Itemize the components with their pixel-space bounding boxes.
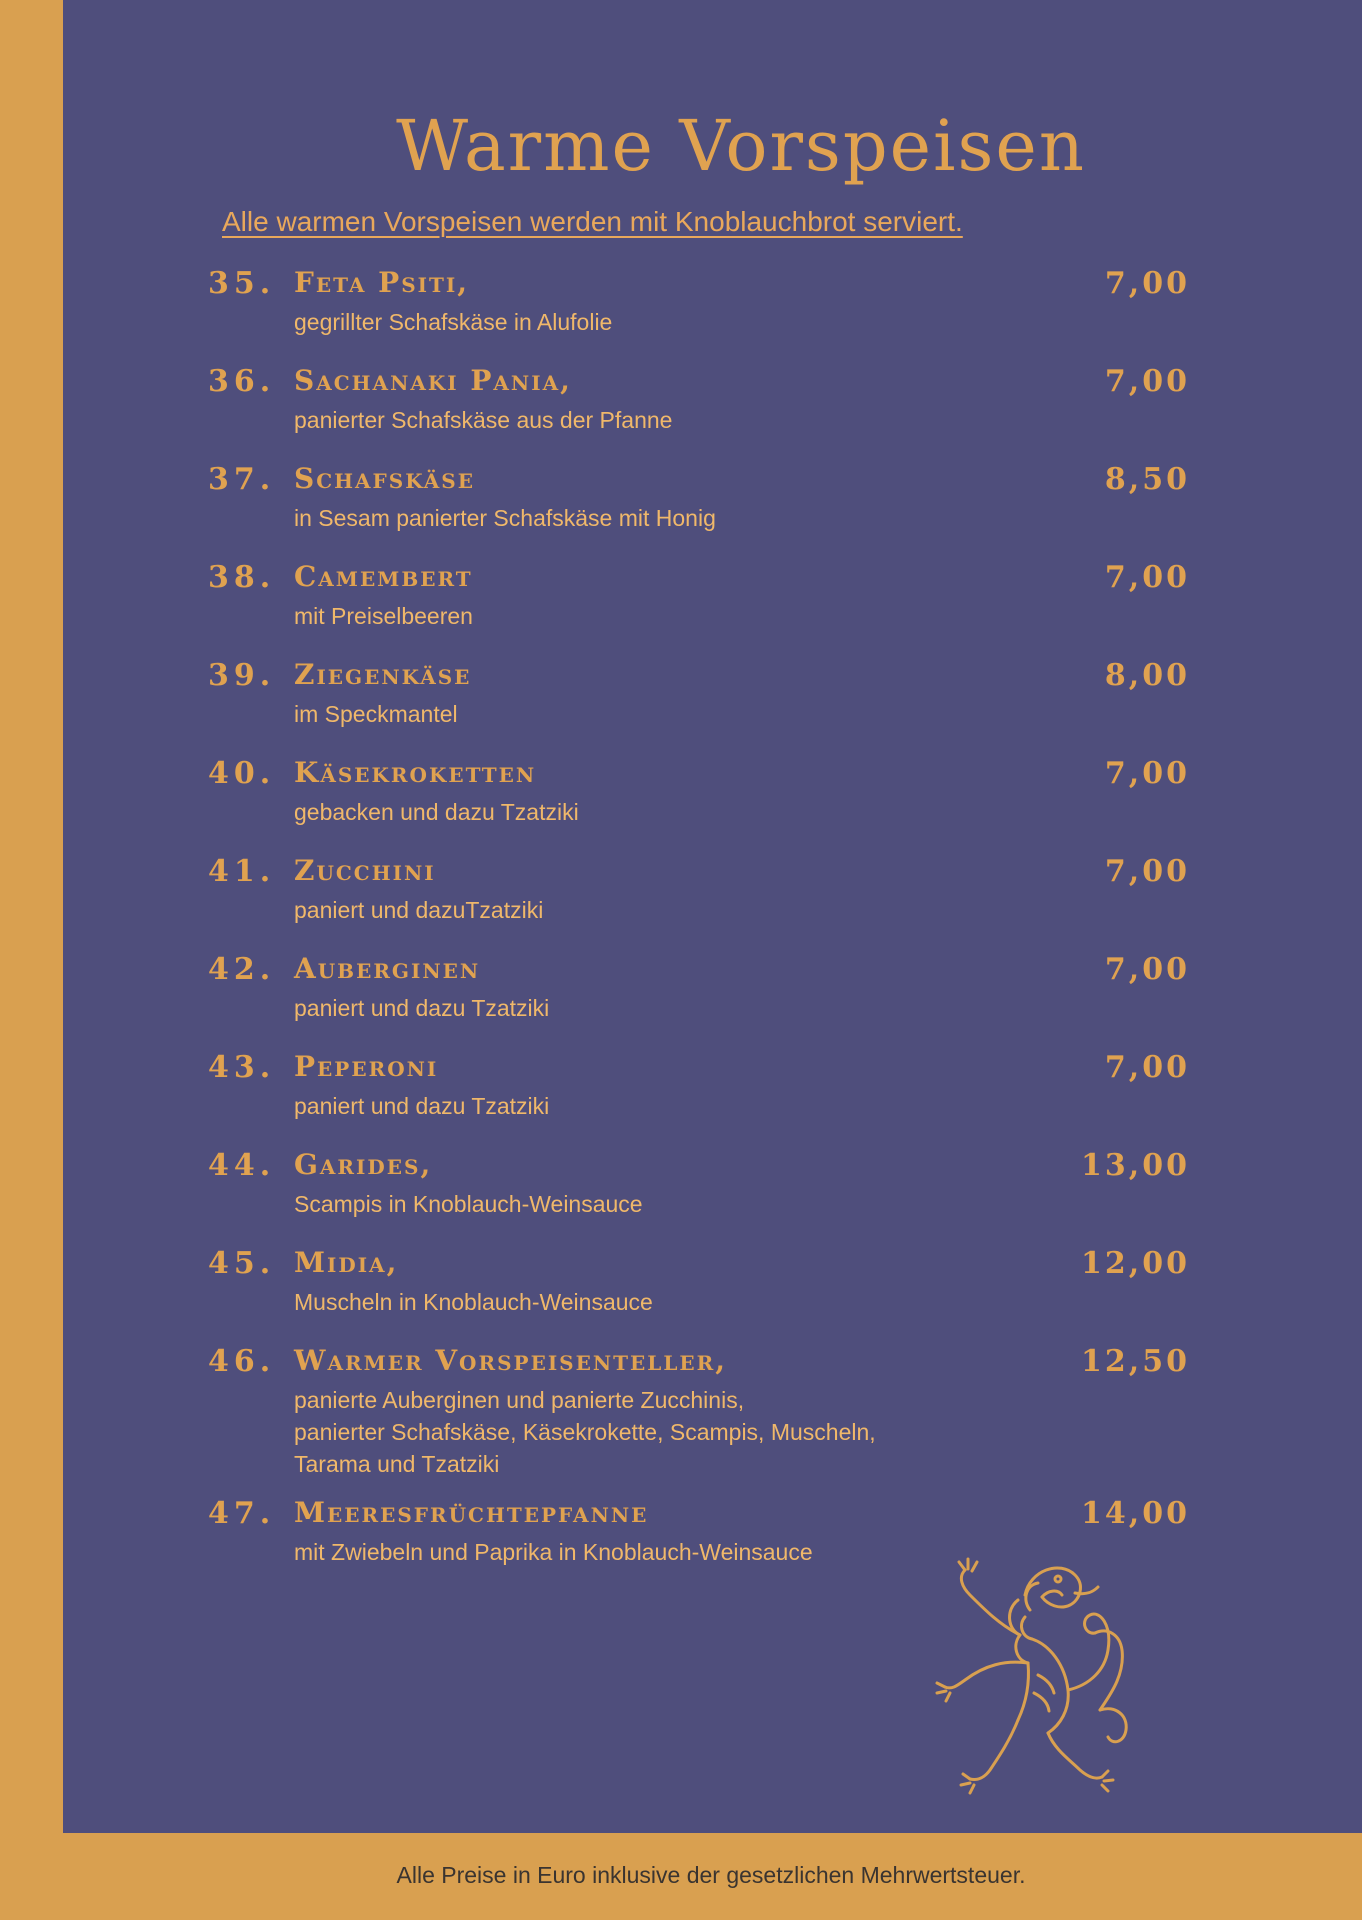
item-description: paniert und dazuTzatziki (294, 897, 544, 923)
menu-item-35 (0, 266, 1362, 364)
menu-item-45 (0, 1246, 1362, 1344)
item-number: 37. (208, 462, 276, 497)
item-name: Meeresfrüchtepfanne (294, 1496, 649, 1529)
item-description-line: panierte Auberginen und panierte Zucchinis, (294, 1387, 745, 1413)
item-description: mit Preiselbeeren (294, 603, 473, 629)
item-name: Ziegenkäse (294, 658, 472, 691)
item-price: 12,50 (1081, 1344, 1190, 1379)
item-description-line: Tarama und Tzatziki (294, 1451, 500, 1477)
item-name: Käsekroketten (294, 756, 537, 789)
item-description: in Sesam panierter Schafskäse mit Honig (294, 505, 716, 531)
menu-list (0, 266, 1362, 1594)
menu-item-47 (0, 1496, 1362, 1594)
item-number: 46. (208, 1344, 276, 1379)
menu-item-43 (0, 1050, 1362, 1148)
subtitle: Alle warmen Vorspeisen werden mit Knoblauchbrot serviert. (222, 206, 963, 237)
item-number: 41. (208, 854, 276, 889)
item-name: Feta Psiti, (294, 266, 470, 299)
item-description: im Speckmantel (294, 701, 458, 727)
menu-item-37 (0, 462, 1362, 560)
item-name: Camembert (294, 560, 473, 593)
item-name: Schafskäse (294, 462, 475, 495)
item-description: Scampis in Knoblauch-Weinsauce (294, 1191, 643, 1217)
menu-item-39 (0, 658, 1362, 756)
item-price: 7,00 (1104, 756, 1190, 791)
item-number: 43. (208, 1050, 276, 1085)
item-name: Garides, (294, 1148, 433, 1181)
menu-item-38 (0, 560, 1362, 658)
price-disclaimer: Alle Preise in Euro inklusive der gesetzlichen Mehrwertsteuer. (396, 1862, 1026, 1888)
menu-item-40 (0, 756, 1362, 854)
item-name: Warmer Vorspeisenteller, (294, 1344, 728, 1377)
page-title: Warme Vorspeisen (396, 105, 1086, 187)
item-description (294, 1384, 1054, 1480)
item-number: 42. (208, 952, 276, 987)
item-description: mit Zwiebeln und Paprika in Knoblauch-Weinsauce (294, 1539, 813, 1565)
item-price: 7,00 (1104, 1050, 1190, 1085)
item-number: 38. (208, 560, 276, 595)
item-description-line: panierter Schafskäse, Käsekrokette, Scampis, Muscheln, (294, 1419, 876, 1445)
item-description: gegrillter Schafskäse in Alufolie (294, 309, 613, 335)
item-price: 7,00 (1104, 854, 1190, 889)
item-description: gebacken und dazu Tzatziki (294, 799, 579, 825)
item-description: panierter Schafskäse aus der Pfanne (294, 407, 673, 433)
item-price: 14,00 (1081, 1496, 1190, 1531)
item-number: 39. (208, 658, 276, 693)
menu-item-41 (0, 854, 1362, 952)
item-number: 35. (208, 266, 276, 301)
item-number: 47. (208, 1496, 276, 1531)
item-price: 8,00 (1104, 658, 1190, 693)
item-description: paniert und dazu Tzatziki (294, 995, 550, 1021)
item-price: 7,00 (1104, 952, 1190, 987)
menu-item-42 (0, 952, 1362, 1050)
item-description: paniert und dazu Tzatziki (294, 1093, 550, 1119)
item-name: Peperoni (294, 1050, 439, 1083)
item-name: Sachanaki Pania, (294, 364, 572, 397)
menu-item-46 (0, 1344, 1362, 1496)
item-description: Muscheln in Knoblauch-Weinsauce (294, 1289, 653, 1315)
item-name: Auberginen (294, 952, 481, 985)
item-number: 36. (208, 364, 276, 399)
lion-rampant-icon (930, 1555, 1145, 1805)
item-price: 7,00 (1104, 266, 1190, 301)
item-price: 7,00 (1104, 560, 1190, 595)
item-price: 8,50 (1104, 462, 1190, 497)
item-price: 7,00 (1104, 364, 1190, 399)
item-name: Midia, (294, 1246, 399, 1279)
menu-item-44 (0, 1148, 1362, 1246)
item-price: 13,00 (1081, 1148, 1190, 1183)
item-number: 44. (208, 1148, 276, 1183)
item-number: 45. (208, 1246, 276, 1281)
item-price: 12,00 (1081, 1246, 1190, 1281)
item-number: 40. (208, 756, 276, 791)
item-name: Zucchini (294, 854, 436, 887)
menu-item-36 (0, 364, 1362, 462)
